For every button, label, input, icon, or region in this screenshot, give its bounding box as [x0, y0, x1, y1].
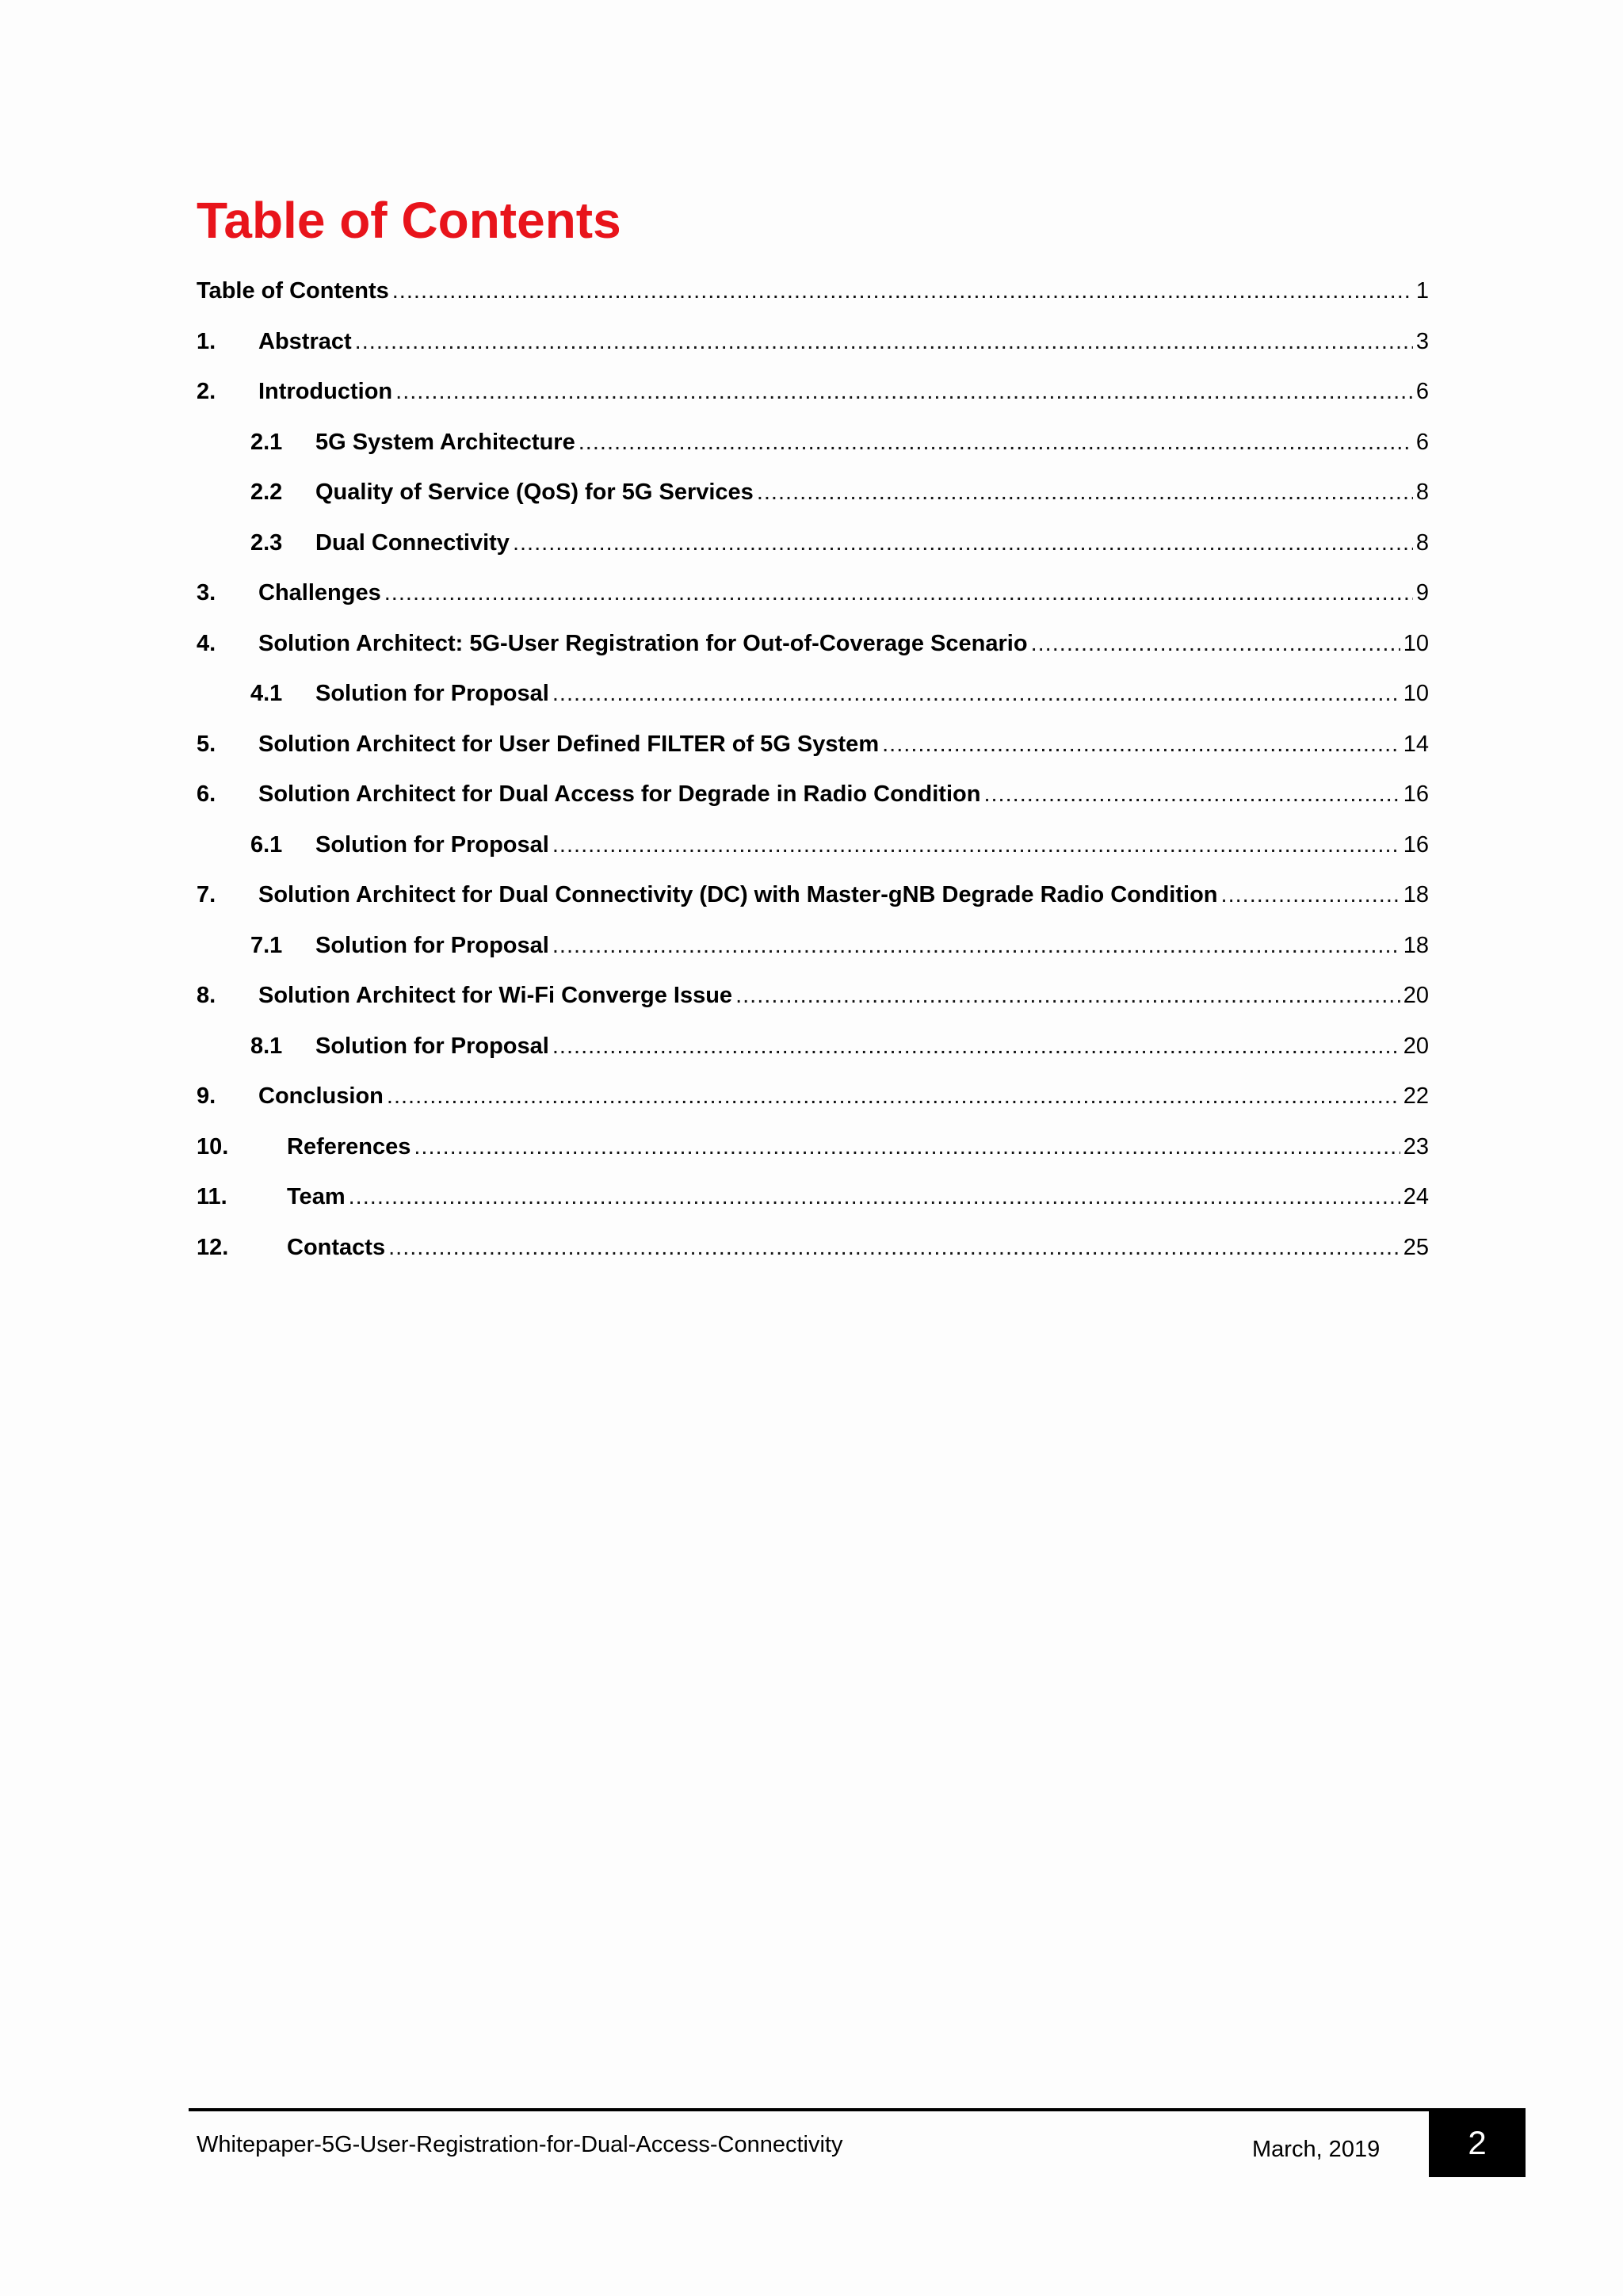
- toc-leader-dots: [552, 676, 1400, 711]
- toc-leader-dots: [1221, 877, 1400, 912]
- toc-entry-page: 22: [1403, 1083, 1429, 1109]
- toc-entry-number: 2.3: [250, 529, 283, 556]
- toc-entry-out-of-coverage[interactable]: [197, 626, 1429, 677]
- toc-leader-dots: [552, 1029, 1400, 1064]
- toc-entry-number: 12.: [197, 1234, 229, 1260]
- toc-entry-number: 7.1: [250, 932, 283, 958]
- toc-leader-dots: [392, 273, 1413, 308]
- toc-entry-page: 6: [1415, 429, 1429, 455]
- toc-entry-page: 8: [1415, 529, 1429, 556]
- toc-entry-label: Contacts: [287, 1234, 386, 1260]
- toc-entry-number: 2.: [197, 379, 216, 404]
- page-number-badge: 2: [1429, 2108, 1526, 2177]
- toc-entry-label: Introduction: [258, 379, 393, 404]
- toc-entry-page: 24: [1403, 1184, 1429, 1209]
- toc-leader-dots: [1031, 626, 1400, 661]
- toc-entry-page: 18: [1403, 932, 1429, 958]
- toc-entry-page: 16: [1403, 781, 1429, 807]
- toc-leader-dots: [735, 978, 1400, 1013]
- toc-entry-solution-proposal-7-1[interactable]: [197, 928, 1429, 979]
- toc-entry-page: 1: [1415, 278, 1429, 304]
- toc-entry-number: 2.1: [250, 429, 283, 455]
- toc-entry-page: 14: [1403, 731, 1429, 757]
- toc-entry-label: Solution Architect for User Defined FILTER of 5G System: [258, 731, 880, 757]
- toc-entry-label: Dual Connectivity: [315, 529, 510, 556]
- toc-entry-contacts[interactable]: [197, 1230, 1429, 1281]
- toc-entry-number: 10.: [197, 1133, 229, 1159]
- toc-leader-dots: [552, 827, 1400, 862]
- toc-entry-label: Solution for Proposal: [315, 831, 549, 858]
- toc-entry-page: 10: [1403, 681, 1429, 706]
- toc-entry-page: 16: [1403, 831, 1429, 858]
- toc-entry-page: 8: [1415, 479, 1429, 505]
- toc-entry-page: 18: [1403, 882, 1429, 907]
- toc-entry-page: 25: [1403, 1234, 1429, 1260]
- toc-leader-dots: [579, 425, 1413, 460]
- toc-entry-team[interactable]: [197, 1179, 1429, 1230]
- toc-entry-label: Solution Architect: 5G-User Registration for Out-of-Coverage Scenario: [258, 630, 1028, 656]
- toc-entry-label: Challenges: [258, 580, 381, 606]
- toc-entry-label: Solution Architect for Dual Access for Degrade in Radio Condition: [258, 781, 981, 807]
- toc-leader-dots: [513, 525, 1413, 560]
- toc-entry-challenges[interactable]: [197, 575, 1429, 626]
- toc-entry-page: 10: [1403, 630, 1429, 656]
- toc-entry-5g-system-architecture[interactable]: [197, 425, 1429, 476]
- toc-entry-abstract[interactable]: [197, 324, 1429, 375]
- toc-leader-dots: [395, 374, 1413, 409]
- toc-entry-conclusion[interactable]: [197, 1079, 1429, 1129]
- toc-entry-page: 23: [1403, 1133, 1429, 1159]
- toc-entry-number: 8.1: [250, 1033, 283, 1059]
- toc-entry-number: 5.: [197, 731, 216, 757]
- toc-entry-number: 4.1: [250, 681, 283, 706]
- toc-entry-qos[interactable]: [197, 475, 1429, 525]
- footer-divider: [189, 2108, 1429, 2111]
- toc-entry-label: 5G System Architecture: [315, 429, 575, 455]
- toc-entry-user-defined-filter[interactable]: [197, 727, 1429, 777]
- toc-entry-label: References: [287, 1133, 411, 1159]
- toc-entry-dual-access[interactable]: [197, 777, 1429, 827]
- footer-document-title: Whitepaper-5G-User-Registration-for-Dual-Access-Connectivity: [197, 2132, 843, 2157]
- toc-entry-page: 3: [1415, 328, 1429, 354]
- toc-leader-dots: [552, 928, 1400, 963]
- toc-entry-number: 4.: [197, 630, 216, 656]
- toc-entry-number: 8.: [197, 983, 216, 1008]
- toc-entry-solution-proposal-4-1[interactable]: [197, 676, 1429, 727]
- toc-entry-number: 11.: [197, 1184, 227, 1209]
- toc-leader-dots: [355, 324, 1413, 359]
- toc-entry-label: Solution for Proposal: [315, 1033, 549, 1059]
- toc-entry-label: Solution Architect for Wi-Fi Converge Issue: [258, 983, 733, 1008]
- toc-entry-label: Team: [287, 1184, 346, 1209]
- toc-entry-label: Quality of Service (QoS) for 5G Services: [315, 479, 754, 505]
- toc-entry-wifi-converge[interactable]: [197, 978, 1429, 1029]
- toc-entry-table-of-contents[interactable]: [197, 273, 1429, 324]
- toc-entry-solution-proposal-6-1[interactable]: [197, 827, 1429, 878]
- toc-leader-dots: [757, 475, 1413, 510]
- toc-leader-dots: [983, 777, 1400, 812]
- toc-entry-page: 20: [1403, 1033, 1429, 1059]
- page-title: Table of Contents: [197, 192, 621, 249]
- footer-date: March, 2019: [1252, 2137, 1381, 2162]
- toc-entry-label: Table of Contents: [197, 278, 389, 304]
- toc-entry-page: 20: [1403, 983, 1429, 1008]
- toc-entry-page: 9: [1415, 580, 1429, 606]
- toc-entry-number: 7.: [197, 882, 216, 907]
- toc-leader-dots: [384, 575, 1413, 610]
- toc-entry-number: 1.: [197, 328, 216, 354]
- toc-entry-page: 6: [1415, 379, 1429, 404]
- toc-entry-label: Conclusion: [258, 1083, 384, 1109]
- toc-entry-number: 6.1: [250, 831, 283, 858]
- toc-entry-references[interactable]: [197, 1129, 1429, 1180]
- toc-leader-dots: [388, 1230, 1400, 1265]
- toc-entry-number: 9.: [197, 1083, 216, 1109]
- toc-leader-dots: [349, 1179, 1400, 1214]
- table-of-contents: [197, 273, 1429, 1280]
- toc-entry-solution-proposal-8-1[interactable]: [197, 1029, 1429, 1079]
- toc-leader-dots: [882, 727, 1400, 762]
- toc-entry-number: 3.: [197, 580, 216, 606]
- toc-entry-dual-connectivity[interactable]: [197, 525, 1429, 576]
- toc-entry-introduction[interactable]: [197, 374, 1429, 425]
- toc-entry-number: 2.2: [250, 479, 283, 505]
- toc-entry-label: Solution for Proposal: [315, 681, 549, 706]
- toc-entry-label: Solution for Proposal: [315, 932, 549, 958]
- toc-entry-label: Solution Architect for Dual Connectivity (DC) with Master-gNB Degrade Radio Condition: [258, 882, 1218, 907]
- toc-entry-number: 6.: [197, 781, 216, 807]
- toc-leader-dots: [387, 1079, 1400, 1114]
- toc-entry-master-gnb-degrade[interactable]: [197, 877, 1429, 928]
- toc-leader-dots: [414, 1129, 1400, 1164]
- toc-entry-label: Abstract: [258, 328, 352, 354]
